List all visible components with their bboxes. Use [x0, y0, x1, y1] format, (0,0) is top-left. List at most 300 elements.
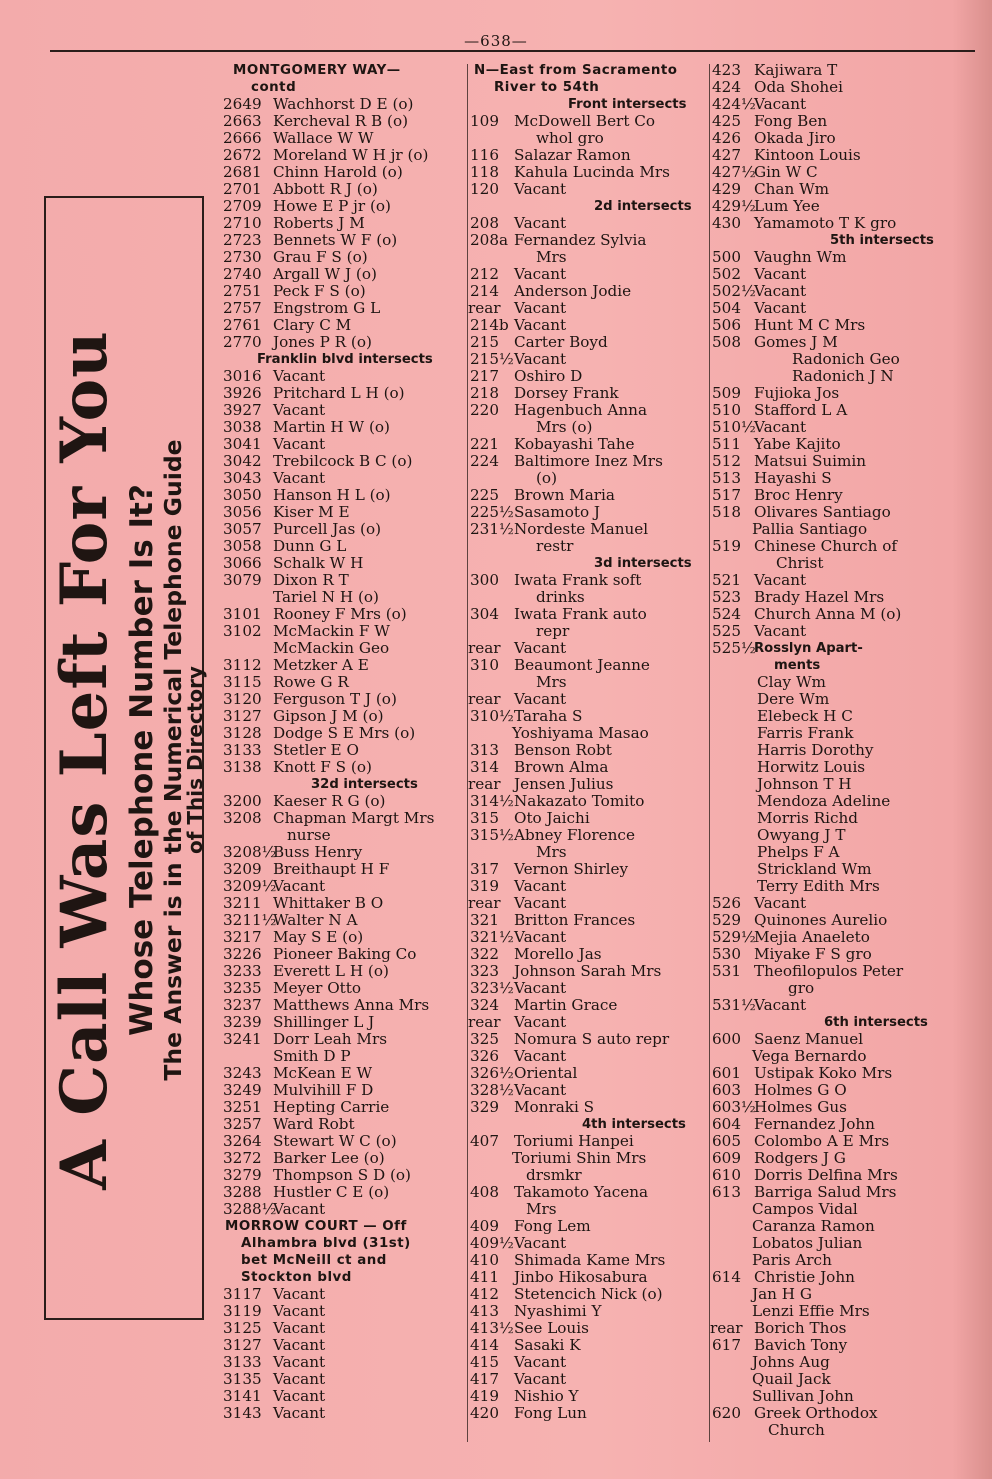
address-entry: [468, 368, 704, 385]
resident-name: McMackin F W: [273, 622, 390, 640]
house-number: 3119: [223, 1302, 262, 1320]
house-number: 3066: [223, 554, 262, 572]
resident-name: Buss Henry: [273, 843, 363, 861]
address-entry: [468, 861, 704, 878]
resident-name: Hagenbuch Anna: [514, 401, 647, 419]
resident-name: Clay Wm: [757, 673, 826, 691]
house-number: 214b: [470, 316, 509, 334]
house-number: 3135: [223, 1370, 262, 1388]
house-number: 519: [712, 537, 741, 555]
address-entry: [221, 266, 465, 283]
resident-name: Vacant: [514, 1081, 567, 1099]
resident-name: Anderson Jodie: [514, 282, 632, 300]
resident-name: Moreland W H jr (o): [273, 146, 429, 164]
resident-name: Borich Thos: [754, 1319, 847, 1337]
continuation-entry: [468, 725, 704, 742]
resident-name: Takamoto Yacena: [514, 1183, 649, 1201]
address-entry: [468, 980, 704, 997]
resident-name: Schalk W H: [273, 554, 364, 572]
house-number: 214: [470, 282, 499, 300]
resident-name: Mrs: [536, 843, 567, 861]
resident-name: Brown Alma: [514, 758, 609, 776]
address-entry: [221, 96, 465, 113]
resident-name: Nyashimi Y: [514, 1302, 602, 1320]
street-heading-text: Stockton blvd: [241, 1270, 352, 1285]
continuation-entry: [221, 827, 465, 844]
house-number: 425: [712, 112, 741, 130]
address-entry: [221, 419, 465, 436]
address-entry: [468, 147, 704, 164]
resident-name: Nordeste Manuel: [514, 520, 649, 538]
continuation-entry: [468, 249, 704, 266]
house-number: 603: [712, 1081, 741, 1099]
address-entry: [710, 1320, 944, 1337]
house-number: 3112: [223, 656, 262, 674]
address-entry: [710, 1269, 944, 1286]
address-entry: [710, 1337, 944, 1354]
resident-name: Strickland Wm: [757, 860, 872, 878]
house-number: rear: [468, 1013, 501, 1031]
resident-name: Yamamoto T K gro: [754, 214, 897, 232]
house-number: 3249: [223, 1081, 262, 1099]
resident-name: Sasaki K: [514, 1336, 581, 1354]
intersection-text: 32d intersects: [311, 777, 418, 792]
resident-name: Christ: [776, 554, 824, 572]
resident-name: Vacant: [514, 979, 567, 997]
continuation-entry: [221, 1048, 465, 1065]
continuation-entry: [468, 470, 704, 487]
house-number: 314½: [470, 792, 514, 810]
address-entry: [221, 1031, 465, 1048]
continuation-entry: [710, 1371, 944, 1388]
street-heading-text: contd: [251, 80, 297, 95]
resident-name: Vega Bernardo: [752, 1047, 867, 1065]
resident-name: Vacant: [514, 877, 567, 895]
house-number: 424½: [712, 95, 756, 113]
house-number: 310½: [470, 707, 514, 725]
address-entry: [221, 674, 465, 691]
house-number: 409½: [470, 1234, 514, 1252]
house-number: 3288: [223, 1183, 262, 1201]
resident-name: Stetler E O: [273, 741, 359, 759]
resident-name: repr: [536, 622, 570, 640]
resident-name: Dere Wm: [757, 690, 830, 708]
street-heading-text: Alhambra blvd (31st): [241, 1236, 411, 1251]
continuation-entry: [710, 844, 944, 861]
address-entry: [221, 232, 465, 249]
resident-name: Martin H W (o): [273, 418, 390, 436]
address-entry: [221, 181, 465, 198]
resident-name: Vacant: [273, 1336, 326, 1354]
address-entry: [710, 1031, 944, 1048]
house-number: 419: [470, 1387, 499, 1405]
address-entry: [468, 317, 704, 334]
address-entry: [221, 198, 465, 215]
resident-name: drsmkr: [526, 1166, 582, 1184]
resident-name: Wallace W W: [273, 129, 374, 147]
resident-name: Pioneer Baking Co: [273, 945, 417, 963]
house-number: 511: [712, 435, 741, 453]
house-number: 610: [712, 1166, 741, 1184]
resident-name: Salazar Ramon: [514, 146, 631, 164]
house-number: 120: [470, 180, 499, 198]
resident-name: McDowell Bert Co: [514, 112, 656, 130]
address-entry: [221, 861, 465, 878]
resident-name: Mulvihill F D: [273, 1081, 374, 1099]
address-entry: [468, 1235, 704, 1252]
resident-name: Vacant: [273, 1285, 326, 1303]
continuation-entry: [710, 810, 944, 827]
resident-name: Pallia Santiago: [752, 520, 868, 538]
continuation-entry: [710, 708, 944, 725]
resident-name: Vacant: [273, 435, 326, 453]
continuation-entry: [710, 776, 944, 793]
resident-name: Breithaupt H F: [273, 860, 390, 878]
address-entry: [468, 385, 704, 402]
house-number: 3117: [223, 1285, 262, 1303]
intersection-heading: [710, 1014, 944, 1031]
house-number: 3211: [223, 894, 262, 912]
address-entry: [468, 351, 704, 368]
resident-name: Colombo A E Mrs: [754, 1132, 890, 1150]
intersection-heading: [468, 555, 704, 572]
house-number: 3038: [223, 418, 262, 436]
resident-name: Harris Dorothy: [757, 741, 874, 759]
address-entry: [221, 606, 465, 623]
address-entry: [468, 827, 704, 844]
house-number: 2751: [223, 282, 262, 300]
ad-directory-line: of This Directory: [183, 666, 207, 854]
address-entry: [468, 742, 704, 759]
address-entry: [710, 1065, 944, 1082]
continuation-entry: [710, 742, 944, 759]
house-number: 221: [470, 435, 499, 453]
resident-name: Roberts J M: [273, 214, 365, 232]
resident-name: Vacant: [514, 299, 567, 317]
intersection-heading: [221, 776, 465, 793]
address-entry: [468, 164, 704, 181]
resident-name: Iwata Frank auto: [514, 605, 647, 623]
house-number: 3127: [223, 707, 262, 725]
house-number: 3211½: [223, 911, 277, 929]
house-number: 412: [470, 1285, 499, 1303]
address-entry: [221, 657, 465, 674]
address-entry: [468, 181, 704, 198]
address-entry: [221, 385, 465, 402]
address-entry: [221, 470, 465, 487]
resident-name: ments: [774, 658, 821, 673]
resident-name: Barker Lee (o): [273, 1149, 385, 1167]
resident-name: Vacant: [514, 1013, 567, 1031]
resident-name: Ustipak Koko Mrs: [754, 1064, 893, 1082]
address-entry: [468, 759, 704, 776]
resident-name: Vacant: [514, 1370, 567, 1388]
address-entry: [221, 1371, 465, 1388]
address-entry: [468, 1371, 704, 1388]
house-number: 323: [470, 962, 499, 980]
resident-name: Vacant: [273, 401, 326, 419]
house-number: 3927: [223, 401, 262, 419]
resident-name: Vacant: [514, 350, 567, 368]
address-entry: [710, 266, 944, 283]
house-number: 417: [470, 1370, 499, 1388]
resident-name: Vacant: [273, 1370, 326, 1388]
address-entry: [710, 572, 944, 589]
address-entry: [710, 487, 944, 504]
address-entry: [468, 1099, 704, 1116]
address-entry: [468, 334, 704, 351]
resident-name: Pritchard L H (o): [273, 384, 405, 402]
ad-subheadline: Whose Telephone Number Is It?: [124, 484, 160, 1036]
intersection-heading: [468, 1116, 704, 1133]
house-number: 525½: [712, 639, 756, 657]
resident-name: Howe E P jr (o): [273, 197, 391, 215]
address-entry: [221, 130, 465, 147]
resident-name: Johnson T H: [757, 775, 852, 793]
address-entry: [221, 317, 465, 334]
house-number: 220: [470, 401, 499, 419]
sidebar-advertisement: [44, 196, 207, 1320]
house-number: 2761: [223, 316, 262, 334]
resident-name: Johns Aug: [752, 1353, 830, 1371]
address-entry: [710, 198, 944, 215]
continuation-entry: [221, 589, 465, 606]
house-number: rear: [710, 1319, 743, 1337]
house-number: 3257: [223, 1115, 262, 1133]
address-entry: [710, 147, 944, 164]
resident-name: Broc Henry: [754, 486, 843, 504]
resident-name: Kahula Lucinda Mrs: [514, 163, 670, 181]
house-number: 502½: [712, 282, 756, 300]
resident-name: Morello Jas: [514, 945, 602, 963]
house-number: 603½: [712, 1098, 756, 1116]
resident-name: Hanson H L (o): [273, 486, 391, 504]
house-number: 2672: [223, 146, 262, 164]
resident-name: Radonich J N: [792, 367, 894, 385]
resident-name: Vacant: [273, 877, 326, 895]
address-entry: [221, 1354, 465, 1371]
address-entry: [468, 1133, 704, 1150]
house-number: 215: [470, 333, 499, 351]
resident-name: Vacant: [514, 265, 567, 283]
resident-name: Vacant: [514, 928, 567, 946]
house-number: 502: [712, 265, 741, 283]
resident-name: Vacant: [514, 1234, 567, 1252]
continuation-entry: [468, 419, 704, 436]
house-number: 2649: [223, 95, 262, 113]
house-number: 2666: [223, 129, 262, 147]
resident-name: Owyang J T: [757, 826, 846, 844]
continuation-entry: [710, 521, 944, 538]
house-number: 3209½: [223, 877, 277, 895]
address-entry: [468, 1303, 704, 1320]
resident-name: Mrs (o): [536, 418, 593, 436]
resident-name: Quinones Aurelio: [754, 911, 888, 929]
house-number: 329: [470, 1098, 499, 1116]
resident-name: Phelps F A: [757, 843, 840, 861]
resident-name: Brady Hazel Mrs: [754, 588, 885, 606]
continuation-entry: [468, 538, 704, 555]
continuation-entry: [710, 1354, 944, 1371]
resident-name: Vernon Shirley: [514, 860, 629, 878]
house-number: 3056: [223, 503, 262, 521]
resident-name: Olivares Santiago: [754, 503, 891, 521]
resident-name: Fong Lem: [514, 1217, 591, 1235]
address-entry: [221, 453, 465, 470]
house-number: 212: [470, 265, 499, 283]
house-number: 3279: [223, 1166, 262, 1184]
address-entry: [710, 300, 944, 317]
page-number: —638—: [464, 32, 528, 50]
resident-name: Dixon R T: [273, 571, 349, 589]
house-number: 315: [470, 809, 499, 827]
address-entry: [468, 283, 704, 300]
house-number: 225: [470, 486, 499, 504]
address-entry: [468, 1218, 704, 1235]
house-number: 2681: [223, 163, 262, 181]
resident-name: Engstrom G L: [273, 299, 381, 317]
resident-name: Lobatos Julian: [752, 1234, 863, 1252]
resident-name: Mejia Anaeleto: [754, 928, 870, 946]
house-number: 3050: [223, 486, 262, 504]
resident-name: Nishio Y: [514, 1387, 579, 1405]
resident-name: Terry Edith Mrs: [757, 877, 880, 895]
street-heading: [221, 1269, 465, 1286]
resident-name: Vacant: [514, 1353, 567, 1371]
continuation-entry: [468, 844, 704, 861]
address-entry: [221, 1337, 465, 1354]
continuation-entry: [221, 640, 465, 657]
resident-name: Vacant: [514, 639, 567, 657]
house-number: 218: [470, 384, 499, 402]
continuation-entry: [710, 861, 944, 878]
address-entry: [468, 1269, 704, 1286]
house-number: 231½: [470, 520, 514, 538]
house-number: 3016: [223, 367, 262, 385]
resident-name: Okada Jiro: [754, 129, 836, 147]
resident-name: Horwitz Louis: [757, 758, 866, 776]
address-entry: [221, 555, 465, 572]
continuation-entry: [710, 1286, 944, 1303]
house-number: 529: [712, 911, 741, 929]
house-number: 3133: [223, 741, 262, 759]
continuation-entry: [710, 1048, 944, 1065]
resident-name: Jinbo Hikosabura: [514, 1268, 648, 1286]
resident-name: Jensen Julius: [514, 775, 614, 793]
resident-name: Vacant: [273, 367, 326, 385]
address-entry: [710, 623, 944, 640]
continuation-entry: [468, 1150, 704, 1167]
resident-name: Rodgers J G: [754, 1149, 846, 1167]
address-entry: [221, 946, 465, 963]
street-heading: [221, 1218, 465, 1235]
resident-name: Church: [768, 1421, 825, 1439]
resident-name: Radonich Geo: [792, 350, 900, 368]
house-number: 429½: [712, 197, 756, 215]
resident-name: Matthews Anna Mrs: [273, 996, 430, 1014]
address-entry: [710, 963, 944, 980]
resident-name: Johnson Sarah Mrs: [514, 962, 662, 980]
address-entry: [221, 1201, 465, 1218]
resident-name: Theofilopulos Peter: [754, 962, 904, 980]
resident-name: whol gro: [536, 129, 604, 147]
resident-name: Abbott R J (o): [273, 180, 378, 198]
resident-name: Vacant: [514, 180, 567, 198]
resident-name: nurse: [287, 826, 331, 844]
address-entry: [468, 1014, 704, 1031]
address-entry: [221, 215, 465, 232]
house-number: rear: [468, 299, 501, 317]
continuation-entry: [468, 130, 704, 147]
resident-name: Mrs: [536, 673, 567, 691]
continuation-entry: [710, 368, 944, 385]
header-rule: [50, 50, 975, 52]
house-number: 415: [470, 1353, 499, 1371]
resident-name: Fernandez Sylvia: [514, 231, 647, 249]
resident-name: Argall W J (o): [273, 265, 377, 283]
house-number: 217: [470, 367, 499, 385]
address-entry: [468, 1065, 704, 1082]
resident-name: Kaeser R G (o): [273, 792, 386, 810]
house-number: 116: [470, 146, 499, 164]
address-entry: [468, 878, 704, 895]
address-entry: [468, 946, 704, 963]
address-entry: [221, 1065, 465, 1082]
address-entry: [468, 963, 704, 980]
address-entry: [468, 810, 704, 827]
resident-name: Vacant: [754, 265, 807, 283]
address-entry: [221, 334, 465, 351]
address-entry: [221, 708, 465, 725]
resident-name: Caranza Ramon: [752, 1217, 875, 1235]
resident-name: Rooney F Mrs (o): [273, 605, 407, 623]
house-number: rear: [468, 894, 501, 912]
house-number: 322: [470, 945, 499, 963]
house-number: 326: [470, 1047, 499, 1065]
house-number: 3057: [223, 520, 262, 538]
resident-name: Ward Robt: [273, 1115, 355, 1133]
continuation-entry: [710, 1235, 944, 1252]
address-entry: [221, 1082, 465, 1099]
resident-name: Whittaker B O: [273, 894, 384, 912]
street-heading: [221, 79, 465, 96]
address-entry: [468, 895, 704, 912]
address-entry: [221, 1286, 465, 1303]
house-number: 215½: [470, 350, 514, 368]
continuation-entry: [710, 1218, 944, 1235]
resident-name: Everett L H (o): [273, 962, 389, 980]
continuation-entry: [710, 691, 944, 708]
address-entry: [221, 810, 465, 827]
house-number: 413½: [470, 1319, 514, 1337]
resident-name: Oto Jaichi: [514, 809, 590, 827]
house-number: 3120: [223, 690, 262, 708]
resident-name: Barriga Salud Mrs: [754, 1183, 897, 1201]
house-number: 430: [712, 214, 741, 232]
house-number: 304: [470, 605, 499, 623]
house-number: 413: [470, 1302, 499, 1320]
resident-name: Vacant: [514, 1047, 567, 1065]
house-number: 529½: [712, 928, 756, 946]
resident-name: Fong Ben: [754, 112, 828, 130]
address-entry: [221, 368, 465, 385]
resident-name: Oriental: [514, 1064, 578, 1082]
address-entry: [221, 147, 465, 164]
address-entry: [710, 470, 944, 487]
resident-name: Britton Frances: [514, 911, 636, 929]
resident-name: Vacant: [754, 571, 807, 589]
house-number: 3239: [223, 1013, 262, 1031]
